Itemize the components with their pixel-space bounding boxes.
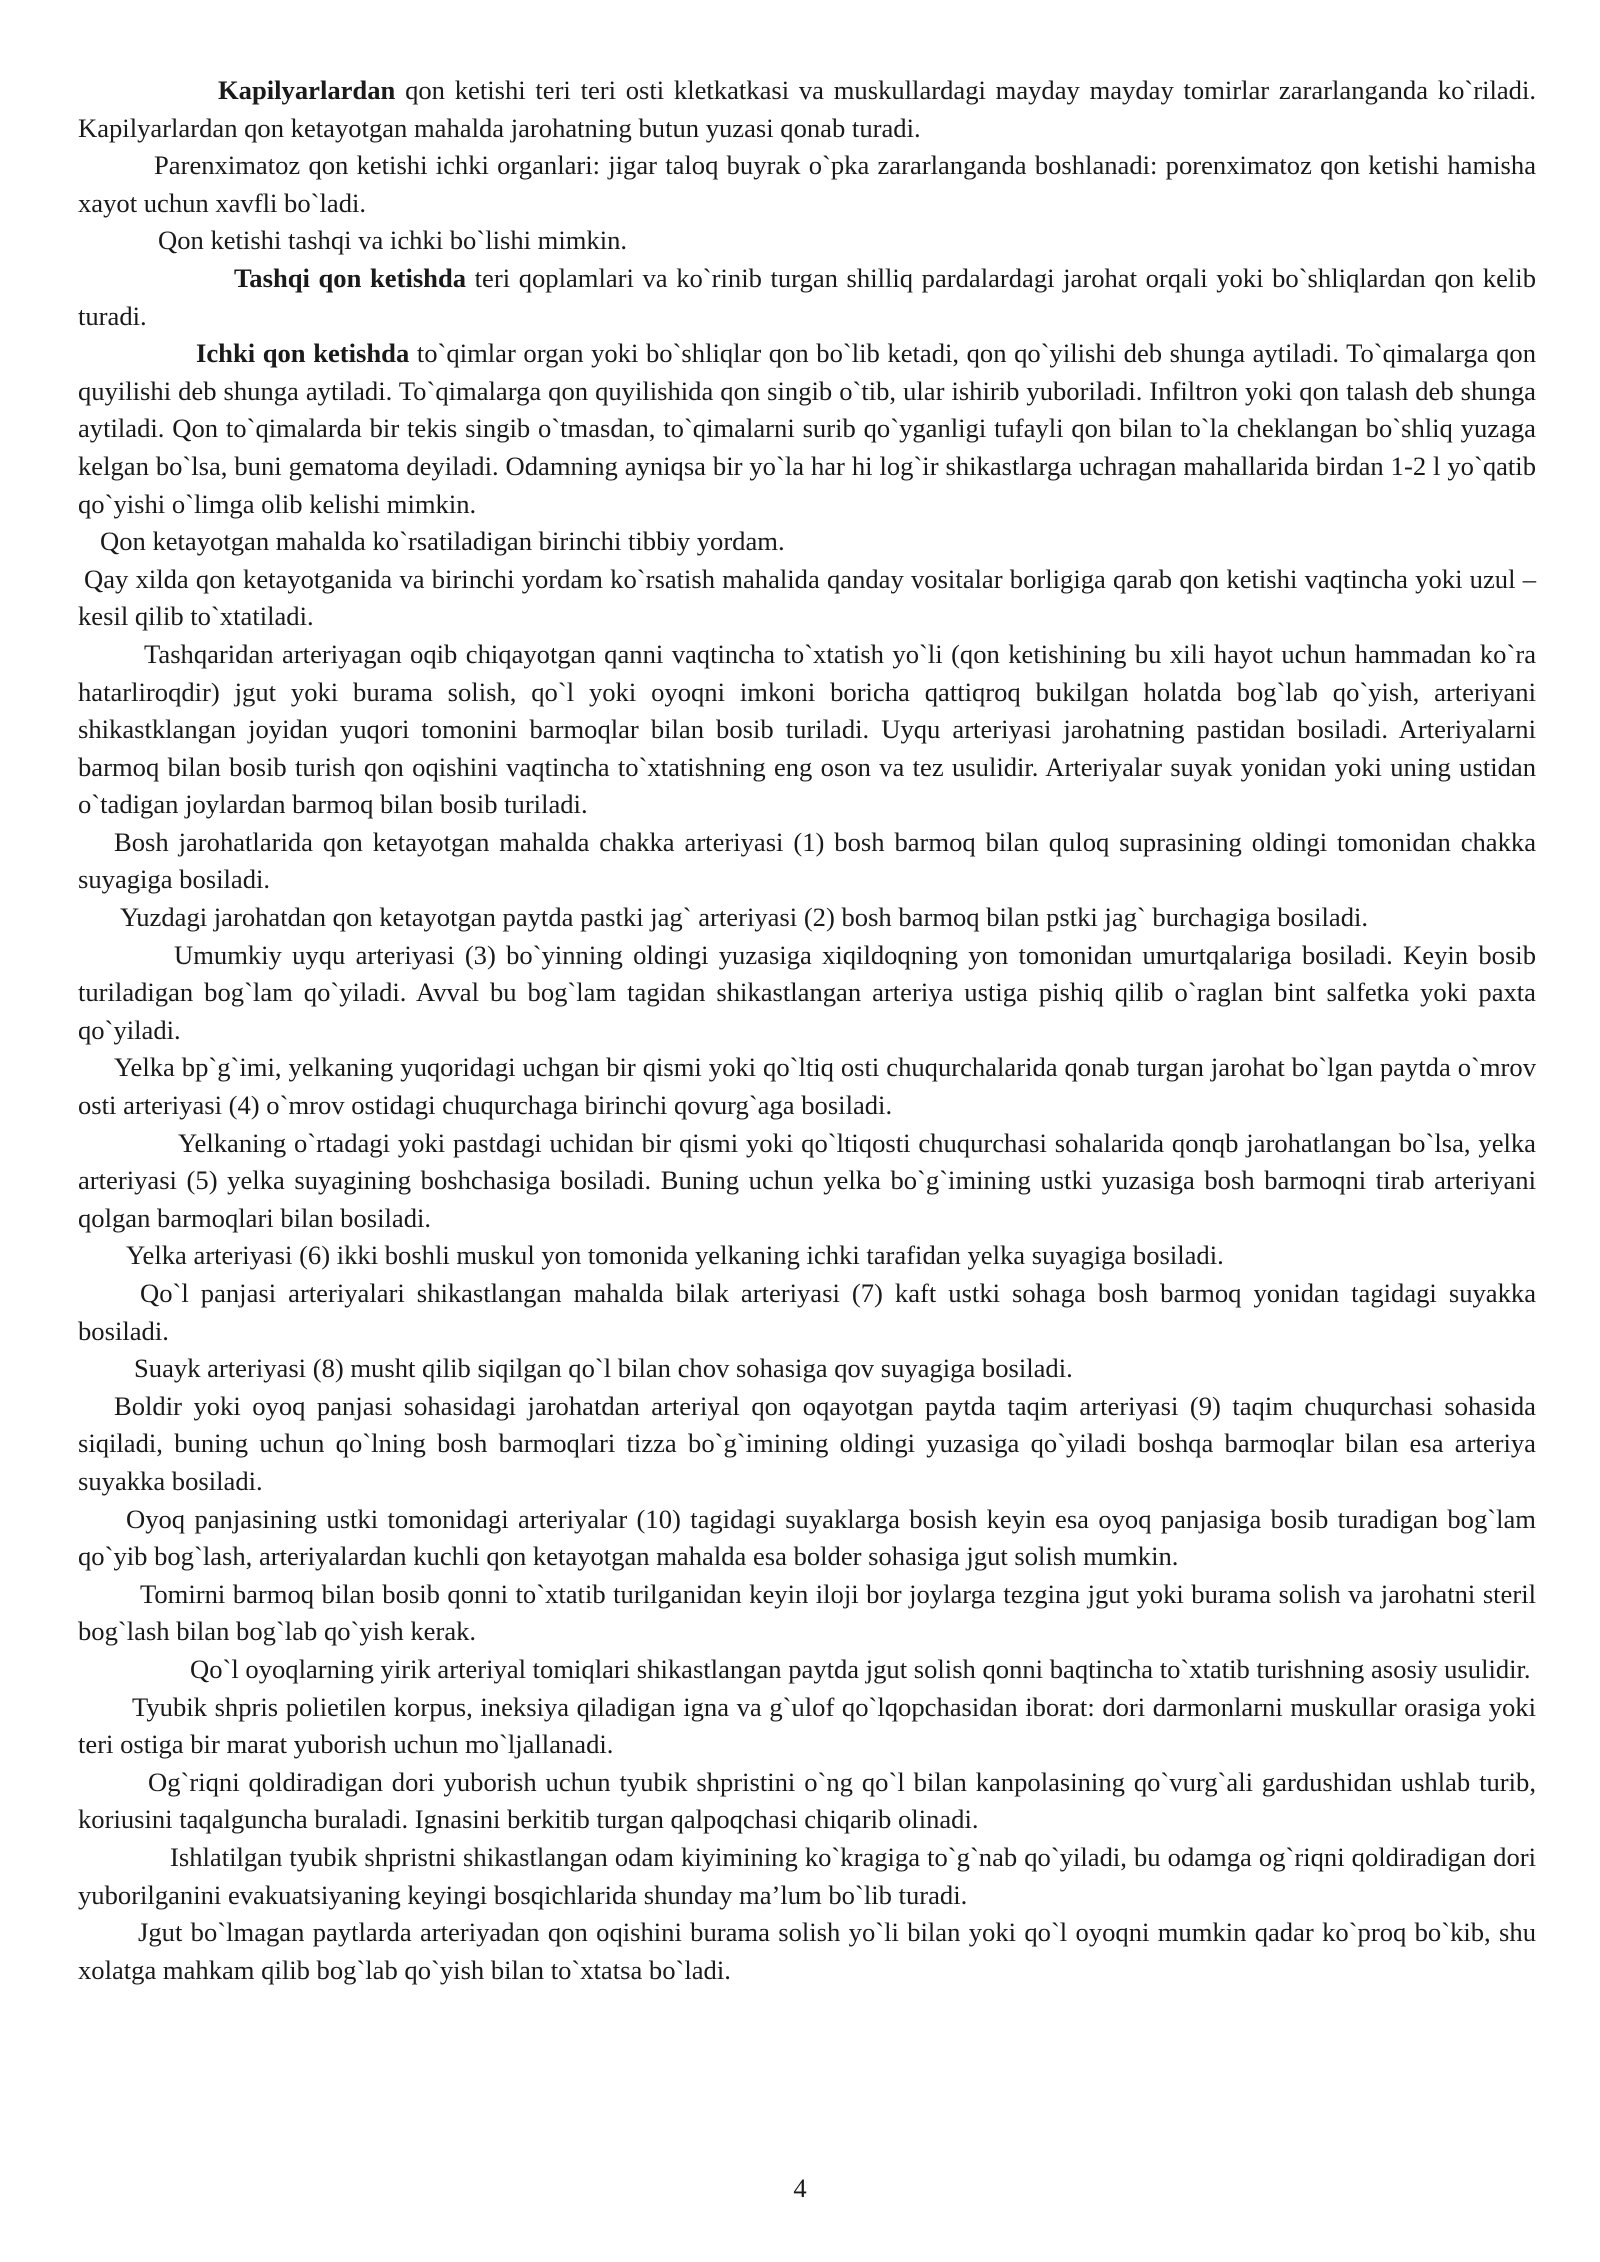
paragraph-lead-term: Kapilyarlardan [218,75,396,105]
paragraph [78,1388,1536,1501]
paragraph [78,222,1536,260]
paragraph-text: to`qimlar organ yoki bo`shliqlar qon bo`lib ketadi, qon qo`yilishi deb shunga aytiladi. To`qimalarga qon quyilishi deb shunga aytiladi. To`qimalarga qon quyilishida qon singib o`tib, ular ishirib yuboriladi. Infiltron yoki qon talash deb shunga aytiladi. Qon to`qimalarda bir tekis singib o`tmasdan, to`qimalarni surib qo`yganligi tufayli qon bilan to`la cheklangan bo`shliq yuzaga kelgan bo`lsa, buni gematoma deyiladi. Odamning ayniqsa bir yo`la har hi log`ir shikastlarga uchragan mahallarida birdan 1-2 l yo`qatib qo`yishi o`limga olib kelishi mimkin. [78,338,1536,519]
paragraph-text: Qo`l oyoqlarning yirik arteriyal tomiqlari shikastlangan paytda jgut solish qonni baqtincha to`xtatib turishning asosiy usulidir. [190,1653,1531,1684]
paragraph-text: Tomirni barmoq bilan bosib qonni to`xtatib turilganidan keyin iloji bor joylarga tezgina jgut yoki burama solish va jarohatni steril bog`lash bilan bog`lab qo`yish kerak. [78,1578,1536,1647]
paragraph-text: Jgut bo`lmagan paytlarda arteriyadan qon oqishini burama solish yo`li bilan yoki qo`l oyoqni mumkin qadar ko`proq bo`kib, shu xolatga mahkam qilib bog`lab qo`yish bilan to`xtatsa bo`ladi. [78,1917,1536,1985]
paragraph-lead-term: Ichki qon ketishda [196,338,410,369]
paragraph-text: Parenximatoz qon ketishi ichki organlari: jigar taloq buyrak o`pka zararlanganda boshlanadi: porenximatoz qon ketishi hamisha xayot uchun xavfli bo`ladi. [78,150,1536,218]
paragraph [78,899,1536,937]
paragraph-text: Qon ketayotgan mahalda ko`rsatiladigan birinchi tibbiy yordam. [100,526,785,557]
paragraph-text: Oyoq panjasining ustki tomonidagi arteriyalar (10) tagidagi suyaklarga bosish keyin esa oyoq panjasiga bosib turadigan bog`lam qo`yib bog`lash, arteriyalardan kuchli qon ketayotgan mahalda esa bolder sohasiga jgut solish mumkin. [78,1503,1536,1572]
paragraph [78,937,1536,1050]
paragraph-text: qon ketishi teri teri osti kletkatkasi va muskullardagi mayday mayday tomirlar zararlanganda ko`riladi. Kapilyarlardan qon ketayotgan mahalda jarohatning butun yuzasi qonab turadi. [78,75,1536,143]
paragraph-text: Qay xilda qon ketayotganida va birinchi yordam ko`rsatish mahalida qanday vositalar borligiga qarab qon ketishi vaqtincha yoki uzul – kesil qilib to`xtatiladi. [78,563,1536,632]
paragraph-text: Qo`l panjasi arteriyalari shikastlangan mahalda bilak arteriyasi (7) kaft ustki sohaga bosh barmoq yonidan tagidagi suyakka bosiladi. [78,1278,1536,1346]
paragraph [78,1125,1536,1238]
paragraph-text: Boldir yoki oyoq panjasi sohasidagi jarohatdan arteriyal qon oqayotgan paytda taqim arteriyasi (9) taqim chuqurchasi sohasida siqiladi, buning uchun qo`lning bosh barmoqlari tizza bo`g`imining oldingi yuzasiga qo`yiladi boshqa barmoqlar bilan esa arteriya suyakka bosiladi. [78,1390,1536,1496]
paragraph-text: Ishlatilgan tyubik shpristni shikastlangan odam kiyimining ko`kragiga to`g`nab qo`yiladi, bu odamga og`riqni qoldiradigan dori yuborilganini evakuatsiyaning keyingi bosqichlarida shunday ma’lum bo`lib turadi. [78,1841,1536,1910]
paragraph-text: Yuzdagi jarohatdan qon ketayotgan paytda pastki jag` arteriyasi (2) bosh barmoq bilan pstki jag` burchagiga bosiladi. [120,902,1369,933]
paragraph-text: Tashqaridan arteriyagan oqib chiqayotgan qanni vaqtincha to`xtatish yo`li (qon ketishining bu xili hayot uchun hammadan ko`ra hatarliroqdir) jgut yoki burama solish, qo`l yoki oyoqni imkoni boricha qattiqroq bukilgan holatda bog`lab qo`yish, arteriyani shikastklangan joyidan yuqori tomonini barmoqlar bilan bosib turiladi. Uyqu arteriyasi jarohatning pastidan bosiladi. Arteriyalarni barmoq bilan bosib turish qon oqishini vaqtincha to`xtatishning eng oson va tez usulidir. Arteriyalar suyak yonidan yoki uning ustidan o`tadigan joylardan barmoq bilan bosib turiladi. [78,638,1536,820]
paragraph [78,824,1536,899]
paragraph [78,1689,1536,1764]
paragraph-text: Suayk arteriyasi (8) musht qilib siqilgan qo`l bilan chov sohasiga qov suyagiga bosiladi. [134,1353,1073,1384]
page-body [78,72,1536,1989]
paragraph [78,335,1536,523]
paragraph-text: Qon ketishi tashqi va ichki bo`lishi mimkin. [158,225,628,256]
paragraph [78,561,1536,636]
paragraph-text: Og`riqni qoldiradigan dori yuborish uchun tyubik shpristini o`ng qo`l bilan kanpolasining qo`vurg`ali gardushidan ushlab turib, koriusini taqalguncha buraladi. Ignasini berkitib turgan qalpoqchasi chiqarib olinadi. [78,1766,1536,1835]
paragraph-text: teri qoplamlari va ko`rinib turgan shilliq pardalardagi jarohat orqali yoki bo`shliqlardan qon kelib turadi. [78,262,1536,331]
paragraph-text: Tyubik shpris polietilen korpus, ineksiya qiladigan igna va g`ulof qo`lqopchasidan iborat: dori darmonlarni muskullar orasiga yoki teri ostiga bir marat yuborish uchun mo`ljallanadi. [78,1691,1536,1760]
paragraph [78,1237,1536,1275]
paragraph [78,1576,1536,1651]
paragraph-text: Bosh jarohatlarida qon ketayotgan mahalda chakka arteriyasi (1) bosh barmoq bilan quloq suprasining oldingi tomonidan chakka suyagiga bosiladi. [78,826,1536,895]
paragraph-text: Yelka bp`g`imi, yelkaning yuqoridagi uchgan bir qismi yoki qo`ltiq osti chuqurchalarida qonab turgan jarohat bo`lgan paytda o`mrov osti arteriyasi (4) o`mrov ostidagi chuqurchaga birinchi qovurg`aga bosiladi. [78,1052,1536,1121]
paragraph [78,1914,1536,1989]
paragraph [78,523,1536,561]
paragraph-text: Yelka arteriyasi (6) ikki boshli muskul yon tomonida yelkaning ichki tarafidan yelka suyagiga bosiladi. [126,1240,1224,1271]
paragraph [78,147,1536,222]
paragraph-lead-term: Tashqi qon ketishda [234,262,467,293]
paragraph [78,72,1536,147]
paragraph [78,1839,1536,1914]
page-number: 4 [793,2173,807,2203]
paragraph [78,1501,1536,1576]
paragraph [78,1651,1536,1689]
paragraph [78,1350,1536,1388]
paragraph [78,636,1536,824]
paragraph [78,1764,1536,1839]
paragraph [78,1275,1536,1350]
paragraph-text: Yelkaning o`rtadagi yoki pastdagi uchidan bir qismi yoki qo`ltiqosti chuqurchasi sohalarida qonqb jarohatlangan bo`lsa, yelka arteriyasi (5) yelka suyagining boshchasiga bosiladi. Buning uchun yelka bo`g`imining ustki yuzasiga bosh barmoqni tirab arteriyani qolgan barmoqlari bilan bosiladi. [78,1127,1536,1233]
paragraph [78,260,1536,335]
paragraph-text: Umumkiy uyqu arteriyasi (3) bo`yinning oldingi yuzasiga xiqildoqning yon tomonidan umurtqalariga bosiladi. Keyin bosib turiladigan bog`lam qo`yiladi. Avval bu bog`lam tagidan shikastlangan arteriya ustiga pishiq qilib o`raglan bint salfetka yoki paxta qo`yiladi. [78,939,1536,1045]
paragraph [78,1049,1536,1124]
